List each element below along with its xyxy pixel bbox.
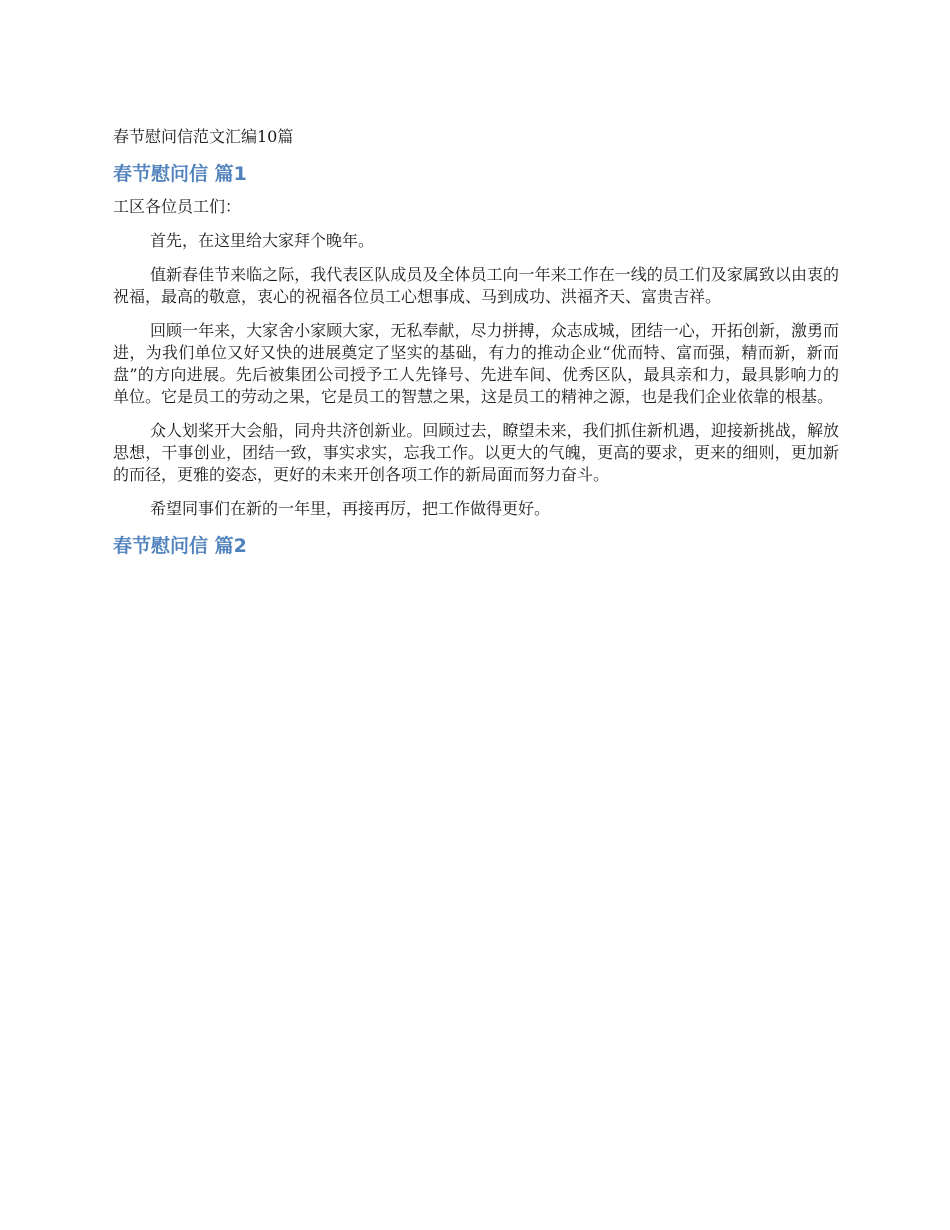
paragraph: 回顾一年来，大家舍小家顾大家，无私奉献，尽力拼搏，众志成城，团结一心，开拓创新，激勇而进，为我们单位又好又快的进展奠定了坚实的基础，有力的推动企业“优而特、富而强，精而新，新而盘”的方向进展。先后被集团公司授予工人先锋号、先进车间、优秀区队，最具亲和力，最具影响力的单位。它是员工的劳动之果，它是员工的智慧之果，这是员工的精神之源，也是我们企业依靠的根基。 <box>113 321 839 406</box>
paragraph: 众人划桨开大会船，同舟共济创新业。回顾过去，瞭望未来，我们抓住新机遇，迎接新挑战，解放思想，干事创业，团结一致，事实求实，忘我工作。以更大的气魄，更高的要求，更来的细则，更加新的而径，更雅的姿态，更好的未来开创各项工作的新局面而努力奋斗。 <box>113 421 839 484</box>
document-title: 春节慰问信范文汇编10篇 <box>113 127 294 146</box>
document-page <box>113 124 839 568</box>
paragraph: 希望同事们在新的一年里，再接再厉，把工作做得更好。 <box>150 499 551 518</box>
section-heading-2: 春节慰问信 篇2 <box>113 535 247 557</box>
letter-greeting: 工区各位员工们： <box>113 197 242 216</box>
paragraph: 首先，在这里给大家拜个晚年。 <box>150 231 375 250</box>
paragraph: 值新春佳节来临之际，我代表区队成员及全体员工向一年来工作在一线的员工们及家属致以由衷的祝福，最高的敬意，衷心的祝福各位员工心想事成、马到成功、洪福齐天、富贵吉祥。 <box>113 265 839 306</box>
section-heading-1: 春节慰问信 篇1 <box>113 163 247 185</box>
